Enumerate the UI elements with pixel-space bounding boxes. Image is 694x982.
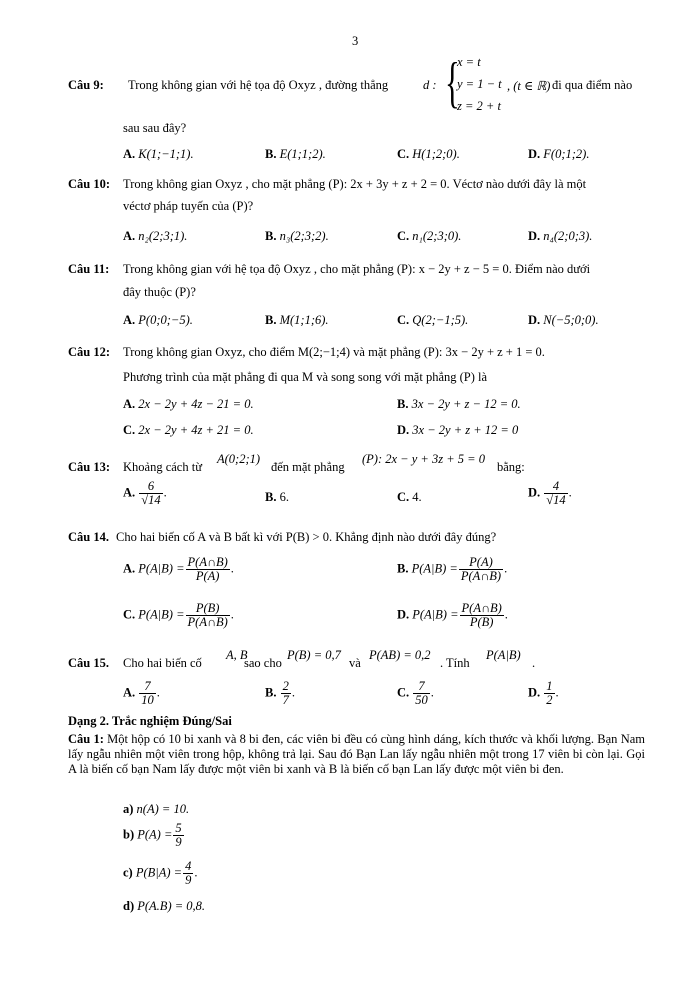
section-title: Dạng 2. Trắc nghiệm Đúng/Sai [68, 714, 232, 728]
question-label: Câu 9: [68, 78, 104, 92]
option-a[interactable]: A. $\frac{6}{√14}$ . [123, 479, 167, 508]
question-text-d: . Tính [440, 656, 470, 670]
item-b[interactable]: b) P(A) = $\frac{5}{9}$ [123, 821, 182, 850]
question-label: Câu 10: [68, 177, 111, 191]
option-d[interactable]: D. 3x − 2y + z + 12 = 0 [397, 423, 519, 437]
option-b[interactable]: B. n₃(2;3;2). [265, 229, 329, 243]
question-label: Câu 15. [68, 656, 109, 670]
param-domain: , (t ∈ ℝ) [507, 79, 551, 93]
system-brace: { [445, 52, 460, 114]
question-label: Câu 12: [68, 345, 111, 359]
events: A, B [226, 648, 248, 662]
system-eq-2: y = 1 − t [457, 77, 502, 91]
option-a[interactable]: A. $\frac{7}{10}$ . [123, 679, 160, 708]
plane-p: (P): 2x − y + 3z + 5 = 0 [362, 452, 485, 466]
point-a: A(0;2;1) [217, 452, 261, 466]
option-c[interactable]: C. 4. [397, 490, 422, 504]
question-text: Trong không gian với hệ tọa độ Oxyz , cho mặt phẳng (P): x − 2y + z − 5 = 0. Điểm nào dưới [123, 262, 591, 276]
option-c[interactable]: C. n₁(2;3;0). [397, 229, 462, 243]
system-eq-3: z = 2 + t [457, 99, 501, 113]
option-a[interactable]: A. P(A|B) = $\frac{P(A\cap B)}{P(A)}$ . [123, 555, 234, 584]
question-text-b: đến mặt phẳng [271, 460, 345, 474]
question-text: Trong không gian với hệ tọa độ Oxyz , đường thẳng [128, 78, 389, 92]
section-question: Câu 1: Một hộp có 10 bi xanh và 8 bi đen, các viên bi đều có cùng hình dáng, kích thước và khối lượng. Bạn Nam lấy ngẫu nhiên một viên trong hộp, không trả lại. Sau đó Bạn Lan lấy ngẫu nhiên một trong 17 viên bi còn lại. Gọi A là biến cố bạn Nam lấy được một viên bi xanh và B là biến cố bạn Lan lấy được một viên bi đen. [68, 732, 645, 776]
option-c[interactable]: C. $\frac{7}{50}$ . [397, 679, 434, 708]
question-text-line2: đây thuộc (P)? [123, 285, 196, 299]
option-c[interactable]: C. H(1;2;0). [397, 147, 460, 161]
line-name: d : [423, 78, 437, 92]
question-text-line2: véctơ pháp tuyến của (P)? [123, 199, 254, 213]
option-c[interactable]: C. P(A|B) = $\frac{P(B)}{P(A\cap B)}$ . [123, 601, 234, 630]
question-text: Cho hai biến cố A và B bất kì với P(B) > 0. Khẳng định nào dưới đây đúng? [116, 530, 497, 544]
prob-b: P(B) = 0,7 [287, 648, 341, 662]
option-b[interactable]: B. 3x − 2y + z − 12 = 0. [397, 397, 521, 411]
item-c[interactable]: c) P(B|A) = $\frac{4}{9}$ . [123, 859, 198, 888]
option-a[interactable]: A. K(1;−1;1). [123, 147, 194, 161]
option-a[interactable]: A. 2x − 2y + 4z − 21 = 0. [123, 397, 254, 411]
question-text: Cho hai biến cố [123, 656, 202, 670]
system-eq-1: x = t [457, 55, 481, 69]
item-a[interactable]: a) n(A) = 10. [123, 802, 190, 816]
question-tail: . [532, 656, 536, 670]
option-b[interactable]: B. E(1;1;2). [265, 147, 326, 161]
question-text: Khoảng cách từ [123, 460, 202, 474]
option-a[interactable]: A. P(0;0;−5). [123, 313, 193, 327]
question-text-line2: sau sau đây? [123, 121, 187, 135]
option-d[interactable]: D. $\frac{4}{√14}$ . [528, 479, 572, 508]
question-text-line2: Phương trình của mặt phẳng đi qua M và song song với mặt phẳng (P) là [123, 370, 488, 384]
option-d[interactable]: D. $\frac{1}{2}$ . [528, 679, 559, 708]
prob-ab: P(AB) = 0,2 [369, 648, 431, 662]
question-text-after: đi qua điểm nào [552, 78, 633, 92]
option-b[interactable]: B. 6. [265, 490, 289, 504]
option-a[interactable]: A. n₂(2;3;1). [123, 229, 188, 243]
item-d[interactable]: d) P(A.B) = 0,8. [123, 899, 206, 913]
question-label: Câu 11: [68, 262, 110, 276]
target-prob: P(A|B) [486, 648, 521, 662]
option-b[interactable]: B. P(A|B) = $\frac{P(A)}{P(A\cap B)}$ . [397, 555, 508, 584]
option-d[interactable]: D. N(−5;0;0). [528, 313, 599, 327]
question-label: Câu 13: [68, 460, 111, 474]
option-d[interactable]: D. P(A|B) = $\frac{P(A\cap B)}{P(B)}$ . [397, 601, 508, 630]
option-c[interactable]: C. Q(2;−1;5). [397, 313, 469, 327]
question-label: Câu 14. [68, 530, 109, 544]
option-c[interactable]: C. 2x − 2y + 4z + 21 = 0. [123, 423, 254, 437]
option-d[interactable]: D. F(0;1;2). [528, 147, 590, 161]
question-text-c: và [349, 656, 361, 670]
question-text-b: sao cho [244, 656, 282, 670]
question-text-c: bằng: [497, 460, 525, 474]
option-b[interactable]: B. M(1;1;6). [265, 313, 329, 327]
option-b[interactable]: B. $\frac{2}{7}$ . [265, 679, 295, 708]
question-text: Trong không gian Oxyz, cho điểm M(2;−1;4) và mặt phẳng (P): 3x − 2y + z + 1 = 0. [123, 345, 545, 359]
question-text: Trong không gian Oxyz , cho mặt phẳng (P): 2x + 3y + z + 2 = 0. Véctơ nào dưới đây là một [123, 177, 587, 191]
page-number: 3 [352, 34, 359, 48]
option-d[interactable]: D. n₄(2;0;3). [528, 229, 593, 243]
